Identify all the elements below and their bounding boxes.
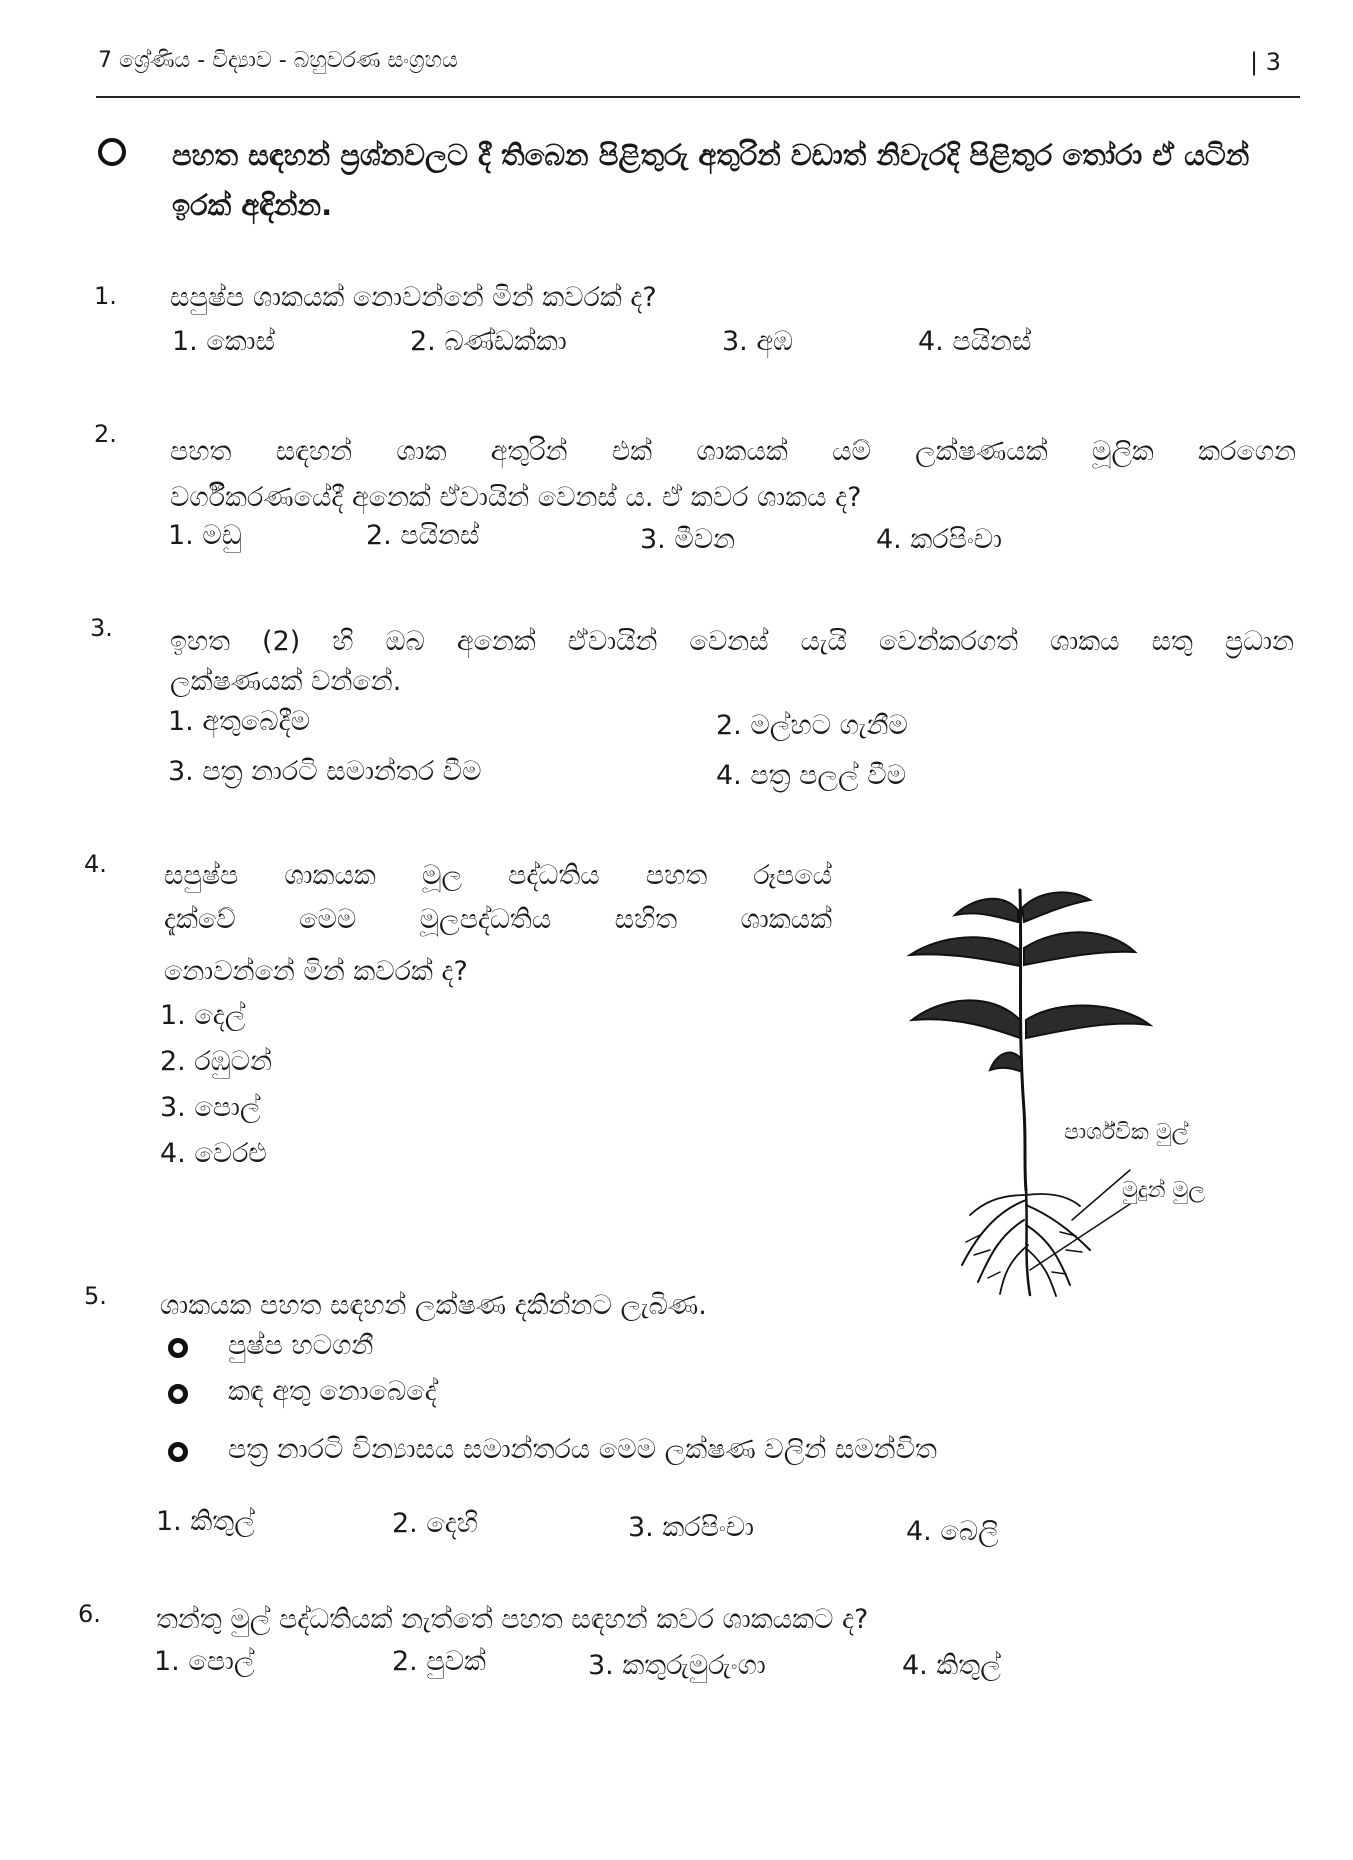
question-2-option-2: 2. පයිනස්	[366, 520, 480, 551]
question-5-option-4: 4. බෙලි	[906, 1516, 999, 1547]
question-2-number: 2.	[94, 420, 117, 448]
question-1-option-2: 2. බණ්ඩක්කා	[410, 326, 567, 357]
question-3-option-1: 1. අතුබෙදීම	[168, 706, 310, 737]
question-4-text-line-1: සපුෂ්ප ශාකයක මූල පද්ධතිය පහත රූපයේ	[164, 860, 832, 891]
question-1-text: සපුෂ්ප ශාකයක් නොවන්නේ මින් කවරක් ද?	[170, 282, 657, 313]
question-5-option-3: 3. කරපිංචා	[628, 1512, 755, 1543]
question-6-text: තන්තු මුල් පද්ධතියක් නැත්තේ පහත සඳහන් කවර ශාකයකට ද?	[156, 1604, 869, 1635]
question-5-number: 5.	[84, 1282, 107, 1310]
question-4-option-3: 3. පොල්	[160, 1092, 261, 1123]
question-5-bullet-icon-1	[168, 1338, 188, 1358]
plant-root-system-figure	[900, 870, 1240, 1300]
question-6-option-3: 3. කතුරුමුරුංගා	[588, 1650, 766, 1681]
question-2-option-1: 1. මඩු	[168, 520, 242, 551]
question-3-option-3: 3. පත්‍ර නාරටි සමාන්තර වීම	[168, 756, 482, 787]
question-5-bullet-icon-3	[168, 1442, 188, 1462]
question-5-feature-2: කඳ අතු නොබෙදේ	[228, 1376, 437, 1407]
instruction-bullet-icon	[98, 138, 126, 166]
question-2-text-line-2: වර්ගීකරණයේදී අනෙක් ඒවායින් වෙනස් ය. ඒ කවර ශාකය ද?	[170, 482, 862, 513]
question-5-bullet-icon-2	[168, 1384, 188, 1404]
question-2-option-3: 3. මීවන	[640, 524, 736, 555]
question-2-text-line-1: පහත සඳහන් ශාක අතුරින් එක් ශාකයක් යම් ලක්ෂණයක් මූලික කරගෙන	[170, 436, 1296, 467]
question-1-number: 1.	[94, 282, 117, 310]
question-4-number: 4.	[84, 850, 107, 878]
question-6-option-4: 4. කිතුල්	[902, 1650, 1001, 1681]
question-4-text-line-2: දැක්වේ මෙම මූලපද්ධතිය සහිත ශාකයක්	[164, 904, 832, 935]
question-1-option-3: 3. අඹ	[722, 326, 793, 357]
figure-label-tap-root: මුදුන් මුල	[1122, 1178, 1206, 1203]
question-3-option-4: 4. පත්‍ර පලල් වීම	[716, 760, 907, 791]
question-4-option-4: 4. වෙරළු	[160, 1138, 267, 1169]
question-3-text-line-1: ඉහත (2) හි ඔබ අනෙක් ඒවායින් වෙනස් යැයි වෙන්කරගත් ශාකය සතු ප්‍රධාන	[170, 626, 1294, 657]
question-4-option-2: 2. රඹුටන්	[160, 1046, 272, 1077]
question-5-option-1: 1. කිතුල්	[156, 1506, 255, 1537]
question-1-option-1: 1. කොස්	[172, 326, 275, 357]
question-5-feature-3: පත්‍ර නාරටි වින්‍යාසය සමාන්තරය මෙම ලක්ෂණ වලින් සමන්විත	[228, 1434, 937, 1465]
figure-label-lateral-roots: පාර්ශ්වික මුල්	[1064, 1120, 1189, 1145]
question-6-option-2: 2. පුවක්	[392, 1646, 486, 1677]
question-4-option-1: 1. දෙල්	[160, 1000, 246, 1031]
page-number: | 3	[1250, 48, 1281, 76]
question-1-option-4: 4. පයිනස්	[918, 326, 1032, 357]
question-5-text: ශාකයක පහත සඳහන් ලක්ෂණ දකින්නට ලැබිණ.	[160, 1290, 707, 1321]
question-3-option-2: 2. මල්හට ගැනීම	[716, 710, 908, 741]
question-4-text-line-3: නොවන්නේ මින් කවරක් ද?	[164, 956, 468, 987]
header-rule	[96, 96, 1300, 98]
question-5-feature-1: පුෂ්ප හටගනී	[228, 1330, 374, 1361]
plant-stem	[1020, 890, 1026, 1190]
question-6-number: 6.	[78, 1600, 101, 1628]
question-3-number: 3.	[90, 614, 113, 642]
instruction-text: පහත සඳහන් ප්‍රශ්නවලට දී තිබෙන පිළිතුරු අතුරින් වඩාත් නිවැරදි පිළිතුර තෝරා ඒ යටින් ඉරක් අඳින්න.	[172, 138, 1250, 222]
question-6-option-1: 1. පොල්	[154, 1646, 255, 1677]
question-2-option-4: 4. කරපිංචා	[876, 524, 1003, 555]
page-header-title: 7 ශ්‍රේණිය - විද්‍යාව - බහුවරණ සංග්‍රහය	[98, 48, 458, 73]
question-3-text-line-2: ලක්ෂණයක් වන්නේ.	[170, 666, 402, 697]
question-5-option-2: 2. දෙහි	[392, 1508, 478, 1539]
